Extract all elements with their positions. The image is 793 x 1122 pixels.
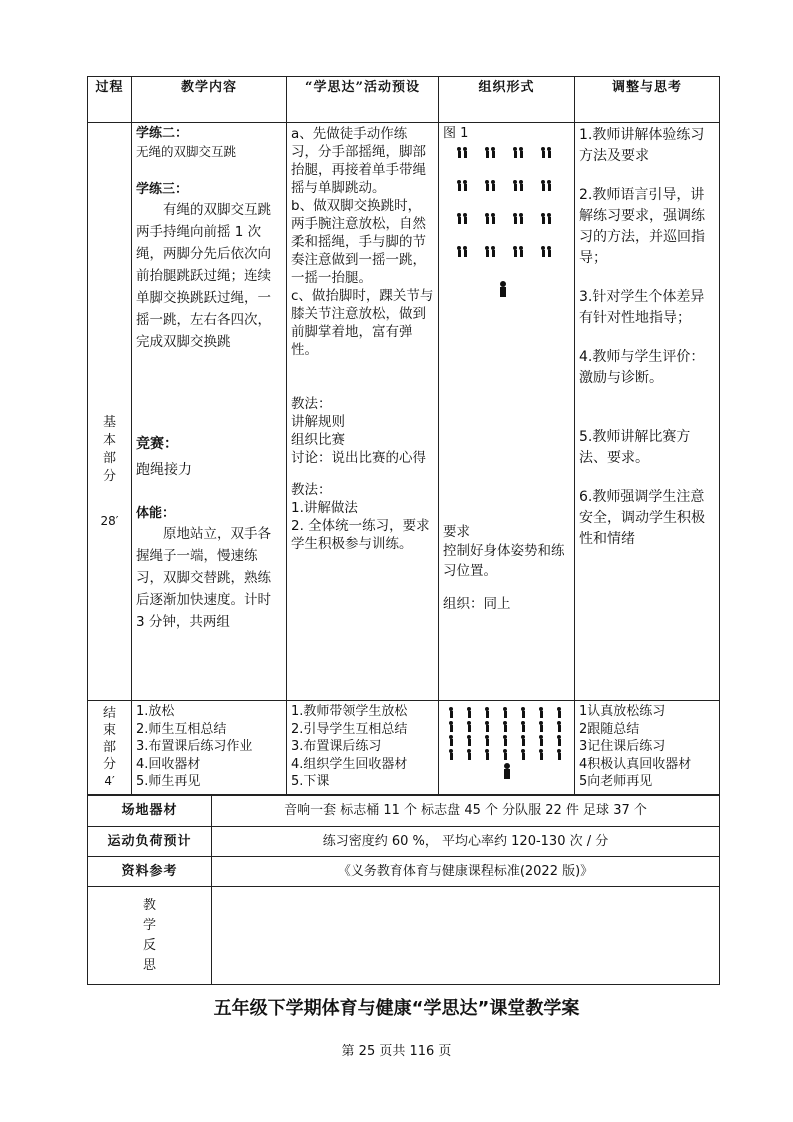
ending-activity-item: 2.引导学生互相总结 (291, 721, 408, 737)
teaching-reflection-row (88, 887, 720, 985)
student-icon (449, 707, 453, 718)
reference-label: 资料参考 (88, 857, 212, 887)
reflection-item: 6.教师强调学生注意安全，调动学生积极性和情绪 (579, 489, 705, 547)
stage-char: 本 (102, 432, 116, 448)
student-icon (541, 213, 545, 224)
basic-reflection (575, 123, 720, 701)
basic-activity (287, 123, 439, 701)
teacher-icon (499, 281, 507, 297)
game-title: 竞赛： (136, 436, 178, 452)
stage-char: 分 (102, 757, 116, 772)
student-icon (491, 180, 495, 191)
student-icon (467, 707, 471, 718)
stage-char: 结 (102, 706, 116, 721)
ending-content (132, 701, 287, 795)
student-icon (449, 749, 453, 760)
practice2-title: 学练二： (136, 126, 189, 141)
requirement-text: 控制好身体姿势和练习位置。 (443, 543, 565, 579)
activity-a: a、先做徒手动作练习，分手部摇绳，脚部抬腿，再接着单手带绳摇与单脚跳动。 (291, 126, 426, 196)
figure-label: 图 1 (443, 126, 469, 141)
load-row (88, 827, 720, 857)
method1-item: 讲解规则 (291, 414, 345, 430)
load-value: 练习密度约 60 %， 平均心率约 120-130 次 / 分 (212, 827, 720, 857)
ending-content-item: 2.师生互相总结 (136, 721, 227, 737)
formation-diagram (443, 147, 570, 327)
lesson-footer-table (87, 795, 720, 985)
ending-reflection-item: 3记住课后练习 (579, 739, 666, 754)
student-icon (519, 213, 523, 224)
student-icon (513, 246, 517, 257)
reflection-item: 5.教师讲解比赛方法、要求。 (579, 429, 691, 466)
practice3-title: 学练三： (136, 182, 189, 197)
ending-activity-item: 5.下课 (291, 774, 330, 789)
reflection-item: 3.针对学生个体差异有针对性地指导； (579, 289, 705, 326)
fitness-text: 原地站立，双手各握绳子一端，慢速练习，双脚交替跳，熟练后逐渐加快速度。计时 3 分钟，共两组 (136, 526, 271, 630)
header-row (88, 77, 720, 123)
student-icon (467, 749, 471, 760)
method2-title: 教法： (291, 482, 332, 498)
stage-char: 分 (102, 468, 116, 484)
student-icon (503, 707, 507, 718)
student-icon (557, 749, 561, 760)
method2-item: 2. 全体统一练习，要求学生积极参与训练。 (291, 518, 430, 552)
practice3-text: 有绳的双脚交互跳两手持绳向前摇 1 次绳，两脚分先后依次向前抬腿跳跃过绳；连续单脚交换跳跃过绳，一摇一跳，左右各四次，完成双脚交换跳 (136, 202, 271, 350)
reference-value: 《义务教育体育与健康课程标准(2022 版)》 (212, 857, 720, 887)
ending-reflection (575, 701, 720, 795)
reflection-item: 2.教师语言引导，讲解练习要求，强调练习的方法，并巡回指导； (579, 187, 705, 266)
ending-content-item: 3.布置课后练习作业 (136, 739, 253, 754)
student-icon (491, 213, 495, 224)
teaching-reflection-label (88, 887, 212, 985)
student-icon (539, 749, 543, 760)
student-icon (463, 213, 467, 224)
student-icon (513, 213, 517, 224)
document-title: 五年级下学期体育与健康“学思达”课堂教学案 (213, 998, 580, 1019)
lesson-plan-table (87, 76, 720, 795)
student-icon (467, 735, 471, 746)
student-icon (557, 735, 561, 746)
student-icon (513, 147, 517, 158)
ending-reflection-item: 4积极认真回收器材 (579, 756, 692, 772)
student-icon (541, 180, 545, 191)
label-char: 教 (142, 897, 156, 913)
student-icon (485, 213, 489, 224)
ending-stage (88, 701, 132, 795)
ending-reflection-item: 5向老师再见 (579, 774, 653, 789)
ending-time: 4′ (104, 774, 115, 788)
student-icon (519, 180, 523, 191)
equipment-value: 音响一套 标志桶 11 个 标志盘 45 个 分队服 22 件 足球 37 个 (212, 796, 720, 827)
student-icon (485, 735, 489, 746)
student-icon (457, 246, 461, 257)
label-char: 反 (142, 937, 156, 953)
student-icon (485, 707, 489, 718)
method1-title: 教法： (291, 396, 332, 412)
student-icon (547, 213, 551, 224)
ending-organization (439, 701, 575, 795)
student-icon (485, 721, 489, 732)
ending-formation-diagram (443, 703, 570, 785)
student-icon (519, 147, 523, 158)
ending-content-item: 4.回收器材 (136, 756, 201, 772)
student-icon (521, 707, 525, 718)
ending-activity-item: 1.教师带领学生放松 (291, 704, 408, 719)
student-icon (539, 707, 543, 718)
basic-time: 28′ (100, 513, 119, 528)
student-icon (541, 147, 545, 158)
practice2-text: 无绳的双脚交互跳 (136, 144, 237, 159)
label-char: 思 (142, 957, 156, 973)
basic-stage (88, 123, 132, 701)
student-icon (547, 180, 551, 191)
page-number: 第 25 页共 116 页 (341, 1044, 452, 1059)
student-icon (457, 147, 461, 158)
ending-activity (287, 701, 439, 795)
ending-row (88, 701, 720, 795)
student-icon (485, 180, 489, 191)
teaching-reflection-value[interactable] (212, 887, 720, 985)
ending-content-item: 1.放松 (136, 704, 175, 719)
student-icon (485, 246, 489, 257)
student-icon (457, 213, 461, 224)
teacher-icon (503, 763, 511, 779)
fitness-title: 体能： (136, 506, 176, 521)
reflection-item: 1.教师讲解体验练习方法及要求 (579, 127, 705, 164)
ending-content-item: 5.师生再见 (136, 774, 201, 789)
header-reflection: 调整与思考 (575, 77, 720, 123)
student-icon (463, 147, 467, 158)
header-activity: “学思达”活动预设 (287, 77, 439, 123)
student-icon (547, 246, 551, 257)
student-icon (539, 735, 543, 746)
student-icon (521, 749, 525, 760)
student-icon (503, 721, 507, 732)
student-icon (491, 246, 495, 257)
student-icon (521, 735, 525, 746)
ending-activity-item: 4.组织学生回收器材 (291, 756, 408, 772)
ending-activity-item: 3.布置课后练习 (291, 739, 382, 754)
student-icon (449, 735, 453, 746)
header-organization: 组织形式 (439, 77, 575, 123)
ending-reflection-item: 2跟随总结 (579, 721, 640, 737)
method1-item: 讨论：说出比赛的心得 (291, 450, 426, 466)
student-icon (503, 735, 507, 746)
stage-char: 部 (102, 450, 116, 466)
stage-char: 部 (102, 740, 116, 755)
equipment-label: 场地器材 (88, 796, 212, 827)
student-icon (557, 707, 561, 718)
student-icon (491, 147, 495, 158)
header-process: 过程 (88, 77, 132, 123)
load-label: 运动负荷预计 (88, 827, 212, 857)
method1-item: 组织比赛 (291, 432, 345, 448)
student-icon (485, 147, 489, 158)
activity-c: c、做抬脚时，踝关节与膝关节注意放松，做到前脚掌着地，富有弹性。 (291, 288, 434, 358)
student-icon (503, 749, 507, 760)
label-char: 学 (142, 917, 156, 933)
student-icon (449, 721, 453, 732)
student-icon (485, 749, 489, 760)
student-icon (457, 180, 461, 191)
ending-reflection-item: 1认真放松练习 (579, 704, 666, 719)
activity-b: b、做双脚交换跳时，两手腕注意放松，自然柔和摇绳，手与脚的节奏注意做到一摇一跳，一摇一抬腿。 (291, 198, 426, 286)
header-content: 教学内容 (132, 77, 287, 123)
student-icon (519, 246, 523, 257)
student-icon (539, 721, 543, 732)
student-icon (557, 721, 561, 732)
student-icon (547, 147, 551, 158)
student-icon (463, 246, 467, 257)
game-text: 跑绳接力 (136, 462, 192, 478)
stage-char: 基 (102, 414, 116, 430)
stage-char: 束 (102, 723, 116, 738)
student-icon (463, 180, 467, 191)
requirement-title: 要求 (443, 524, 470, 540)
basic-organization (439, 123, 575, 701)
student-icon (521, 721, 525, 732)
method2-item: 1.讲解做法 (291, 500, 358, 516)
reference-row (88, 857, 720, 887)
basic-row (88, 123, 720, 701)
student-icon (467, 721, 471, 732)
student-icon (513, 180, 517, 191)
reflection-item: 4.教师与学生评价：激励与诊断。 (579, 349, 705, 386)
basic-content (132, 123, 287, 701)
equipment-row (88, 796, 720, 827)
organization-text: 组织：同上 (443, 596, 511, 612)
student-icon (541, 246, 545, 257)
